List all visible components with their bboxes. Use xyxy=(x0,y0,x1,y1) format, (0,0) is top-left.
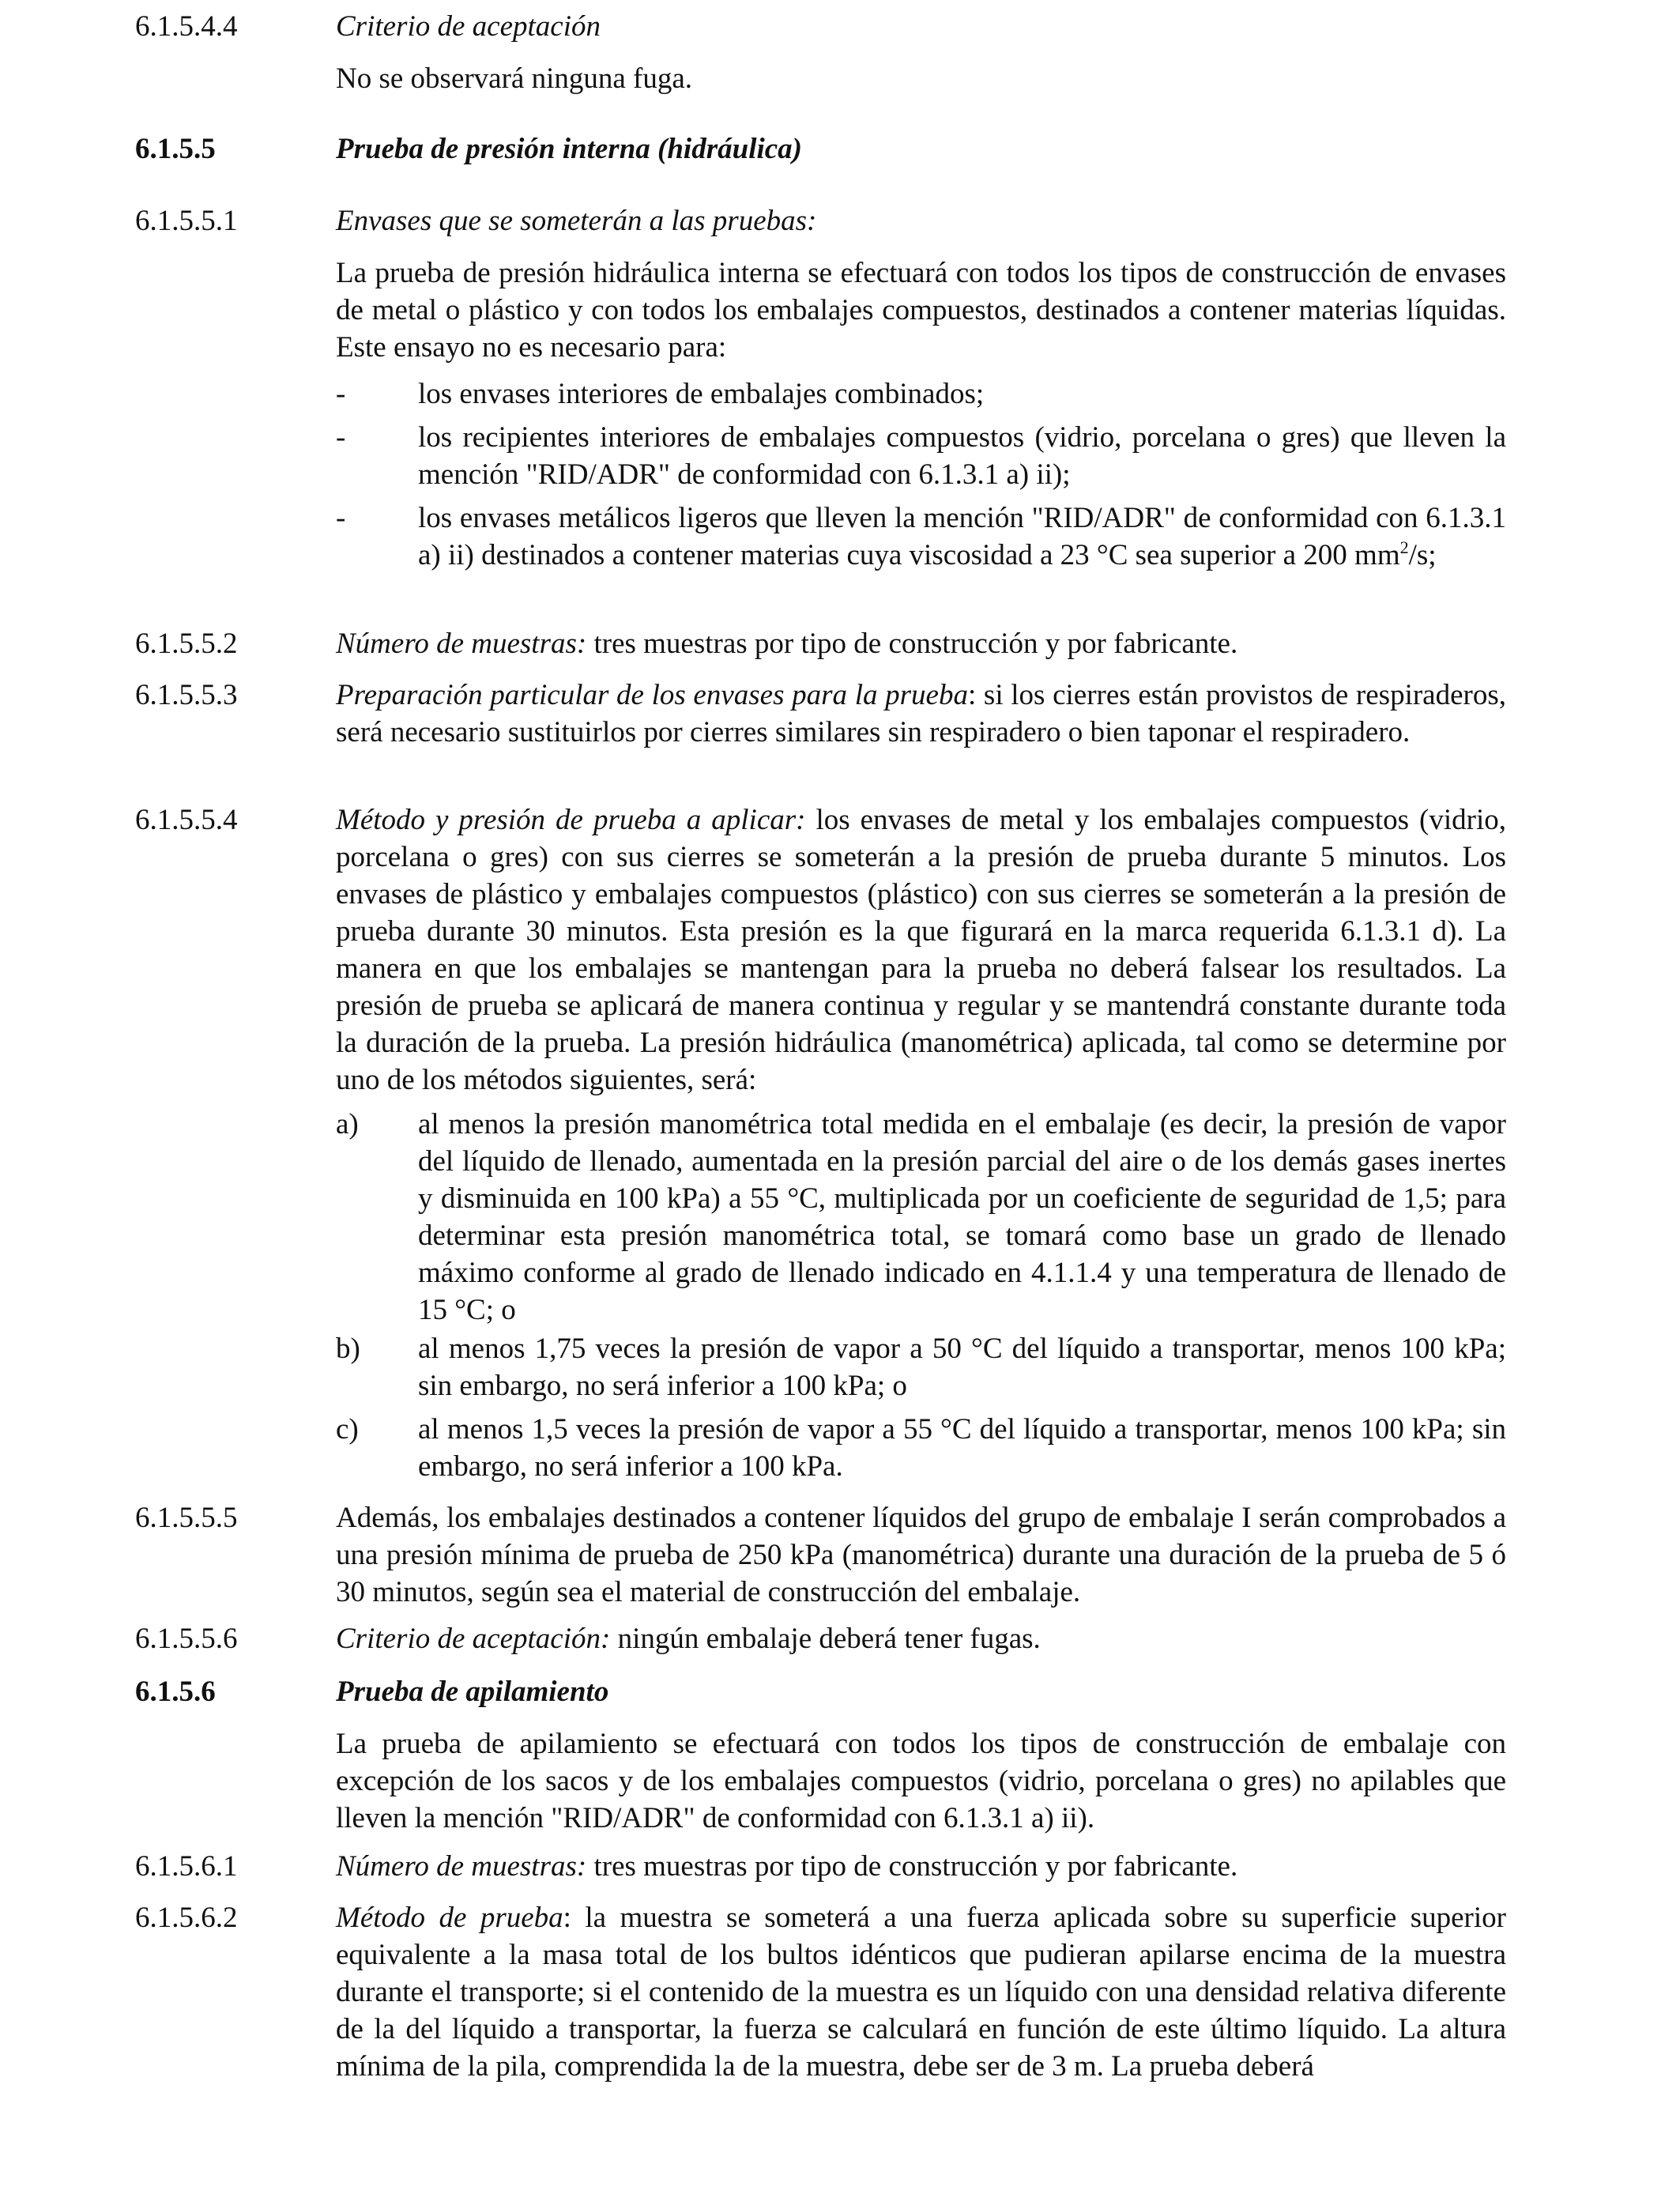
list-item-text: los envases interiores de embalajes combinados; xyxy=(418,378,985,410)
inline-heading: Número de muestras: xyxy=(336,1850,587,1883)
subsection-heading: Envases que se someterán a las pruebas: xyxy=(336,205,817,237)
list-marker: - xyxy=(336,421,346,454)
list-item-text: al menos la presión manométrica total medida en el embalaje (es decir, la presión de vapor del líquido de llenado, aumentada en la presión parcial del aire o de los demás gases inertes y disminuida en 100 kPa) a 55 °C, multiplicada por un coeficiente de seguridad de 1,5; para determinar esta presión manométrica total, se tomará como base un grado de llenado máximo conforme al grado de llenado indicado en 4.1.1.4 y una temperatura de llenado de 15 °C; o xyxy=(418,1108,1506,1326)
list-item-text xyxy=(418,499,1506,574)
text-run: tres muestras por tipo de construcción y por fabricante. xyxy=(586,628,1238,660)
list-item-text: los recipientes interiores de embalajes compuestos (vidrio, porcelana o gres) que lleven la mención "RID/ADR" de conformidad con 6.1.3.1 a) ii); xyxy=(418,421,1506,491)
inline-heading: Método de prueba xyxy=(336,1902,563,1934)
section-number: 6.1.5.5 xyxy=(135,133,216,165)
paragraph: Además, los embalajes destinados a contener líquidos del grupo de embalaje I serán comprobados a una presión mínima de prueba de 250 kPa (manométrica) durante una duración de la prueba de 5 ó 30 minutos, según sea el material de construcción del embalaje. xyxy=(336,1502,1506,1608)
paragraph xyxy=(336,1620,1506,1657)
paragraph: La prueba de apilamiento se efectuará con todos los tipos de construcción de embalaje con excepción de los sacos y de los embalajes compuestos (vidrio, porcelana o gres) no apilables que lleven la mención "RID/ADR" de conformidad con 6.1.3.1 a) ii). xyxy=(336,1728,1506,1834)
list-marker: - xyxy=(336,378,346,410)
section-number: 6.1.5.6.2 xyxy=(135,1902,238,1934)
inline-heading: Método y presión de prueba a aplicar: xyxy=(336,804,806,836)
paragraph xyxy=(336,1899,1506,2085)
section-number: 6.1.5.4.4 xyxy=(135,10,238,43)
text-run: ningún embalaje deberá tener fugas. xyxy=(610,1623,1041,1655)
inline-heading: Preparación particular de los envases para la prueba xyxy=(336,679,968,711)
text-run: tres muestras por tipo de construcción y por fabricante. xyxy=(586,1850,1238,1883)
text-run: los envases metálicos ligeros que lleven la mención "RID/ADR" de conformidad con 6.1.3.1 a) ii) destinados a contener materias cuya viscosidad a 23 °C sea superior a 200 mm xyxy=(418,502,1506,571)
section-number: 6.1.5.5.2 xyxy=(135,628,238,660)
list-marker: a) xyxy=(336,1108,359,1140)
text-run: : la muestra se someterá a una fuerza aplicada sobre su superficie superior equivalente a la masa total de los bultos idénticos que pudieran apilarse encima de la muestra durante el transporte; si el contenido de la muestra es un líquido con una densidad relativa diferente de la del líquido a transportar, la fuerza se calculará en función de este último líquido. La altura mínima de la pila, comprendida la de la muestra, debe ser de 3 m. La prueba deberá xyxy=(336,1902,1506,2083)
section-title: Prueba de apilamiento xyxy=(336,1676,609,1708)
section-number: 6.1.5.6.1 xyxy=(135,1850,238,1883)
section-number: 6.1.5.5.1 xyxy=(135,205,238,237)
section-number: 6.1.5.5.4 xyxy=(135,804,238,836)
section-title: Prueba de presión interna (hidráulica) xyxy=(336,133,802,165)
superscript: 2 xyxy=(1399,537,1409,557)
paragraph xyxy=(336,677,1506,751)
paragraph: No se observará ninguna fuga. xyxy=(336,62,693,95)
list-marker: - xyxy=(336,502,346,534)
list-item-text: al menos 1,75 veces la presión de vapor a 50 °C del líquido a transportar, menos 100 kPa; sin embargo, no será inferior a 100 kPa; o xyxy=(418,1333,1506,1402)
subsection-heading: Criterio de aceptación xyxy=(336,10,601,43)
text-run: los envases de metal y los embalajes compuestos (vidrio, porcelana o gres) con sus cierres se someterán a la presión de prueba durante 5 minutos. Los envases de plástico y embalajes compuestos (plástico) con sus cierres se someterán a la presión de prueba durante 30 minutos. Esta presión es la que figurará en la marca requerida 6.1.3.1 d). La manera en que los embalajes se mantengan para la prueba no deberá falsear los resultados. La presión de prueba se aplicará de manera continua y regular y se mantendrá constante durante toda la duración de la prueba. La presión hidráulica (manométrica) aplicada, tal como se determine por uno de los métodos siguientes, será: xyxy=(336,804,1506,1096)
list-item-text: al menos 1,5 veces la presión de vapor a 55 °C del líquido a transportar, menos 100 kPa; sin embargo, no será inferior a 100 kPa. xyxy=(418,1413,1506,1483)
paragraph xyxy=(336,625,1506,662)
inline-heading: Número de muestras: xyxy=(336,628,587,660)
section-number: 6.1.5.5.5 xyxy=(135,1502,238,1534)
paragraph xyxy=(336,801,1506,1099)
inline-heading: Criterio de aceptación: xyxy=(336,1623,611,1655)
paragraph: La prueba de presión hidráulica interna se efectuará con todos los tipos de construcción de envases de metal o plástico y con todos los embalajes compuestos, destinados a contener materias líquidas. Este ensayo no es necesario para: xyxy=(336,257,1506,364)
text-run: : si los cierres están provistos de respiraderos, será necesario sustituirlos por cierres similares sin respiradero o bien taponar el respiradero. xyxy=(336,679,1506,748)
section-number: 6.1.5.6 xyxy=(135,1676,216,1708)
section-number: 6.1.5.5.6 xyxy=(135,1623,238,1655)
text-run: /s; xyxy=(1408,539,1437,571)
list-marker: b) xyxy=(336,1333,360,1365)
paragraph xyxy=(336,1848,1506,1885)
list-marker: c) xyxy=(336,1413,359,1446)
section-number: 6.1.5.5.3 xyxy=(135,679,238,711)
